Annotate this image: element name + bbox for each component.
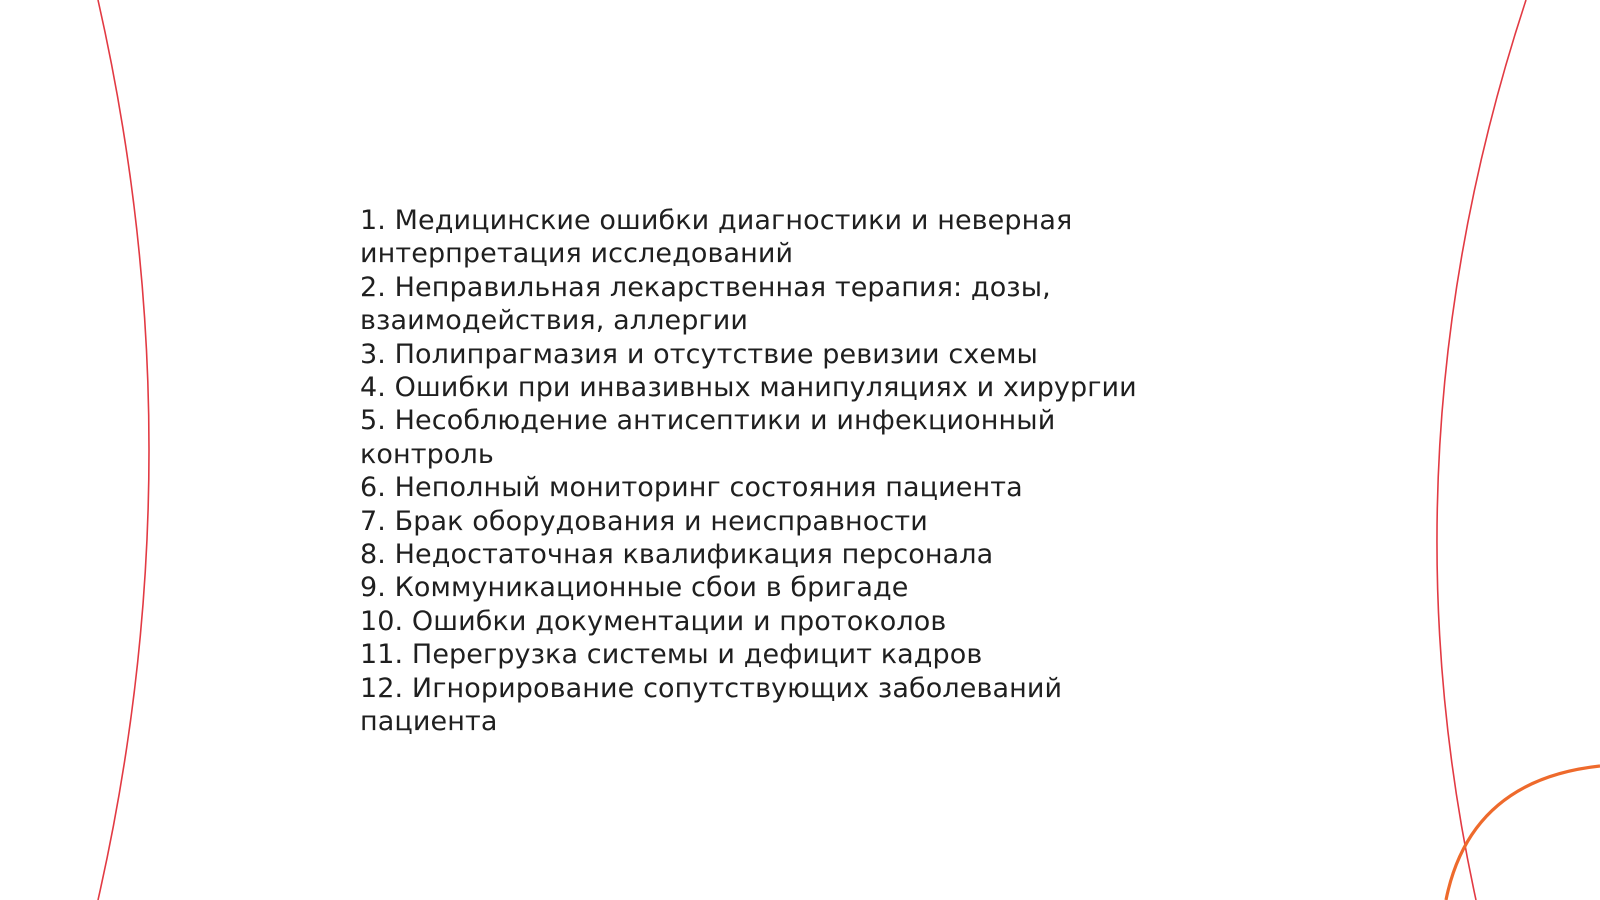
list-item: 10. Ошибки документации и протоколов [360, 605, 947, 637]
list-item: 11. Перегрузка системы и дефицит кадров [360, 639, 983, 671]
risk-factors-list [360, 204, 1180, 739]
list-item: 5. Несоблюдение антисептики и инфекционный контроль [360, 405, 1056, 470]
list-item: 8. Недостаточная квалификация персонала [360, 539, 994, 571]
list-item: 6. Неполный мониторинг состояния пациента [360, 472, 1023, 504]
left-arc [98, 0, 149, 900]
list-item: 12. Игнорирование сопутствующих заболеваний пациента [360, 672, 1063, 738]
list-item: 1. Медицинские ошибки диагностики и неверная интерпретация исследований [360, 205, 1073, 270]
list-item: 7. Брак оборудования и неисправности [360, 505, 928, 537]
list-item: 9. Коммуникационные сбои в бригаде [360, 572, 909, 604]
list-item: 4. Ошибки при инвазивных манипуляциях и хирургии [360, 372, 1137, 404]
list-item: 2. Неправильная лекарственная терапия: дозы, взаимодействия, аллергии [360, 271, 1051, 337]
corner-arc [1446, 766, 1600, 900]
list-item: 3. Полипрагмазия и отсутствие ревизии схемы [360, 338, 1038, 370]
right-arc [1437, 0, 1526, 900]
